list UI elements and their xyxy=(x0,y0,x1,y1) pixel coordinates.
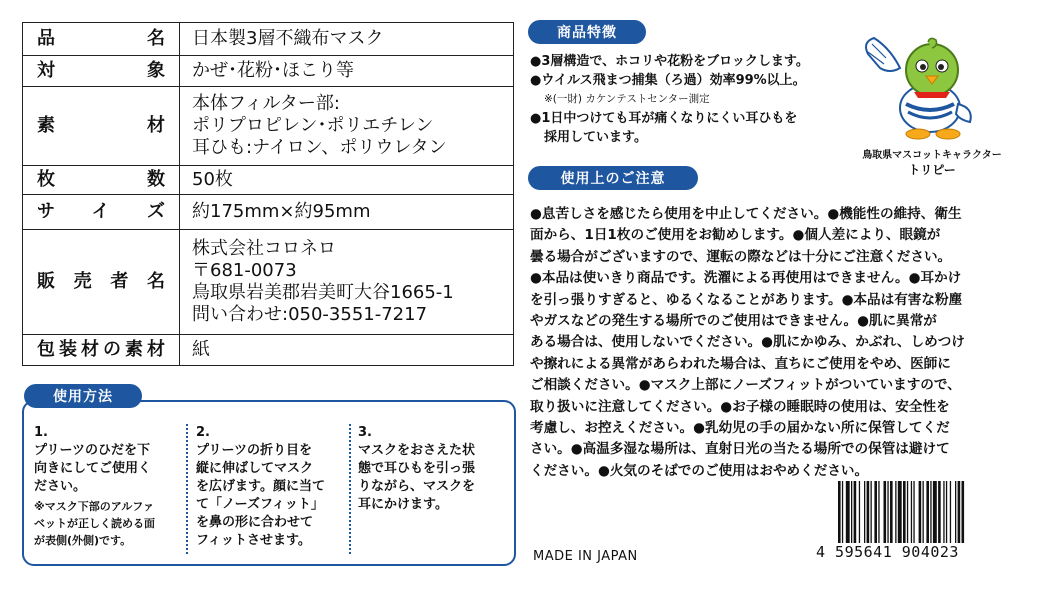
step-number: 1. xyxy=(34,425,48,440)
spec-row-material xyxy=(23,87,514,166)
spec-label: 対 象 xyxy=(23,56,180,87)
step-divider xyxy=(349,424,351,554)
mascot-caption: 鳥取県マスコットキャラクター xyxy=(862,150,1002,161)
spec-value: 50枚 xyxy=(180,166,514,195)
step-number: 2. xyxy=(196,425,210,440)
product-spec-table xyxy=(22,22,514,366)
spec-row-count xyxy=(23,166,514,195)
step-text: プリーツのひだを下 向きにしてご使用く ださい。 xyxy=(34,443,152,494)
usage-step-1 xyxy=(34,424,184,549)
usage-instructions-box xyxy=(22,400,516,566)
caution-header: 使用上のご注意 xyxy=(528,166,698,190)
spec-label: 販売者名 xyxy=(23,230,180,335)
usage-step-3 xyxy=(358,424,510,514)
feature-note: ※(一財) カケンテストセンター測定 xyxy=(544,93,710,105)
feature-item-continued: 採用しています。 xyxy=(544,130,647,145)
barcode-number: 4 595641 904023 xyxy=(816,543,959,561)
spec-row-seller xyxy=(23,230,514,335)
step-number: 3. xyxy=(358,425,372,440)
spec-value: 紙 xyxy=(180,335,514,366)
made-in-label: MADE IN JAPAN xyxy=(533,549,638,564)
spec-row-packaging xyxy=(23,335,514,366)
spec-row-product-name xyxy=(23,23,514,56)
spec-label: 素 材 xyxy=(23,87,180,166)
features-list xyxy=(530,52,860,147)
step-text: プリーツの折り目を 縦に伸ばしてマスク を広げます。顔に当て て「ノーズフィット」 を鼻の形に合わせて フィットさせます。 xyxy=(196,443,325,548)
step-text: マスクをおさえた状 態で耳ひもを引っ張 りながら、マスクを 耳にかけます。 xyxy=(358,443,476,512)
mascot-name: トリピー xyxy=(908,163,956,177)
feature-item: ●ウイルス飛まつ捕集（ろ過）効率99%以上。 xyxy=(530,73,806,88)
spec-label: 包装材の素材 xyxy=(23,335,180,366)
usage-step-2 xyxy=(196,424,348,550)
caution-text: ●息苦しさを感じたら使用を中止してください。●機能性の維持、衛生 面から、1日1枚のご使用をお勧めします。●個人差により、眼鏡が 曇る場合がございますので、運転の際などは十分にご注意ください。 ●本品は使いきり商品です。洗濯による再使用はできません。●耳かけ を引っ張りすぎると、ゆるくなることがあります。●本品は有害な粉塵 やガスなどの発生する場所でのご使用はできません。●肌に異常が ある場合は、使用しないでください。●肌にかゆみ、かぶれ、しめつけ や擦れによる異常があらわれた場合は、直ちにご使用をやめ、医師に ご相談ください。●マスク上部にノーズフィットがついていますので、 取り扱いに注意してください。●お子様の睡眠時の使用は、安全性を 考慮し、お控えください。●乳幼児の手の届かない所に保管してくだ さい。●高温多湿な場所は、直射日光の当たる場所での保管は避けて ください。●火気のそばでのご使用はおやめください。 xyxy=(530,206,965,479)
spec-value: 本体フィルター部: ポリプロピレン･ポリエチレン 耳ひも:ナイロン、ポリウレタン xyxy=(180,87,514,166)
step-note: ※マスク下部のアルファ ベットが正しく読める面 が表側(外側)です。 xyxy=(34,500,155,547)
features-header: 商品特徴 xyxy=(528,20,646,44)
spec-label: 品 名 xyxy=(23,23,180,56)
spec-value: 株式会社コロネロ 〒681-0073 鳥取県岩美郡岩美町大谷1665-1 問い合わせ:050-3551-7217 xyxy=(180,230,514,335)
spec-label: サイズ xyxy=(23,195,180,230)
spec-value: かぜ･花粉･ほこり等 xyxy=(180,56,514,87)
spec-row-target xyxy=(23,56,514,87)
spec-row-size xyxy=(23,195,514,230)
barcode-icon xyxy=(836,481,1022,543)
feature-item: ●1日中つけても耳が痛くなりにくい耳ひもを xyxy=(530,111,798,126)
usage-header: 使用方法 xyxy=(24,384,142,408)
spec-value: 日本製3層不織布マスク xyxy=(180,23,514,56)
mascot-bird-icon xyxy=(860,34,986,142)
spec-value: 約175mm×約95mm xyxy=(180,195,514,230)
step-divider xyxy=(186,424,188,554)
feature-item: ●3層構造で、ホコリや花粉をブロックします。 xyxy=(530,54,809,69)
spec-label: 枚 数 xyxy=(23,166,180,195)
